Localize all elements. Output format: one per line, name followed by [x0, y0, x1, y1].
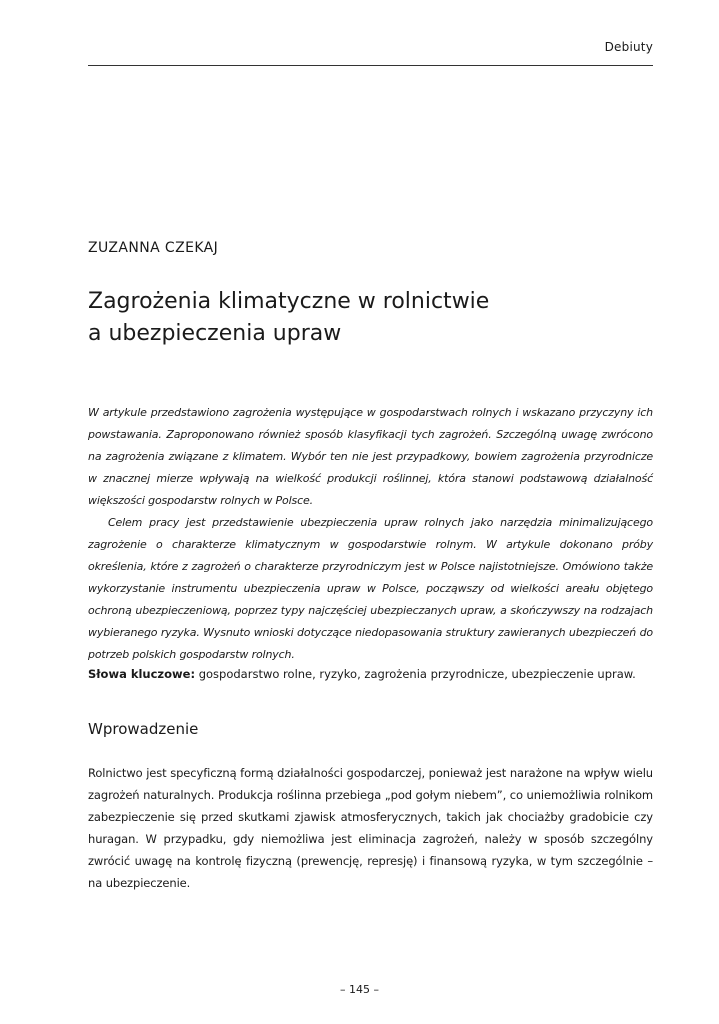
- abstract-paragraph-2: Celem pracy jest przedstawienie ubezpieczenia upraw rolnych jako narzędzia minimalizującego zagrożenie o charakterze klimatycznym w gospodarstwie rolnym. W artykule dokonano próby określenia, które z zagrożeń o charakterze przyrodniczym jest w Polsce najistotniejsze. Omówiono także wykorzystanie instrumentu ubezpieczenia upraw w Polsce, począwszy od wielkości areału objętego ochroną ubezpieczeniową, poprzez typy najczęściej ubezpieczanych upraw, a skończywszy na rodzajach wybieranego ryzyka. Wysnuto wnioski dotyczące niedopasowania struktury zawieranych ubezpieczeń do potrzeb polskich gospodarstw rolnych.: [88, 516, 653, 661]
- abstract-paragraph-1: W artykule przedstawiono zagrożenia występujące w gospodarstwach rolnych i wskazano przyczyny ich powstawania. Zaproponowano również sposób klasyfikacji tych zagrożeń. Szczególną uwagę zwrócono na zagrożenia związane z klimatem. Wybór ten nie jest przypadkowy, bowiem zagrożenia przyrodnicze w znacznej mierze wpływają na wielkość produkcji roślinnej, która stanowi podstawową działalność większości gospodarstw rolnych w Polsce.: [88, 406, 653, 507]
- article-title: [88, 286, 653, 350]
- page-number: – 145 –: [340, 983, 379, 996]
- title-line-1: Zagrożenia klimatyczne w rolnictwie: [88, 289, 490, 314]
- author-name: ZUZANNA CZEKAJ: [88, 240, 219, 256]
- running-head: Debiuty: [604, 40, 653, 54]
- keywords-text: gospodarstwo rolne, ryzyko, zagrożenia przyrodnicze, ubezpieczenie upraw.: [195, 667, 636, 681]
- abstract: [88, 402, 653, 666]
- body-paragraph: Rolnictwo jest specyficzną formą działalności gospodarczej, ponieważ jest narażone na wpływ wielu zagrożeń naturalnych. Produkcja roślinna przebiega „pod gołym niebem”, co uniemożliwia rolnikom zabezpieczenie się przed skutkami zjawisk atmosferycznych, takich jak chociażby gradobicie czy huragan. W przypadku, gdy niemożliwa jest eliminacja zagrożeń, należy w sposób szczególny zwrócić uwagę na kontrolę fizyczną (prewencję, represję) i finansową ryzyka, w tym szczególnie – na ubezpieczenie.: [88, 766, 653, 890]
- section-heading: Wprowadzenie: [88, 720, 199, 738]
- header-rule: [88, 65, 653, 66]
- title-line-2: a ubezpieczenia upraw: [88, 321, 342, 346]
- keywords: [88, 663, 653, 685]
- keywords-label: Słowa kluczowe:: [88, 667, 196, 681]
